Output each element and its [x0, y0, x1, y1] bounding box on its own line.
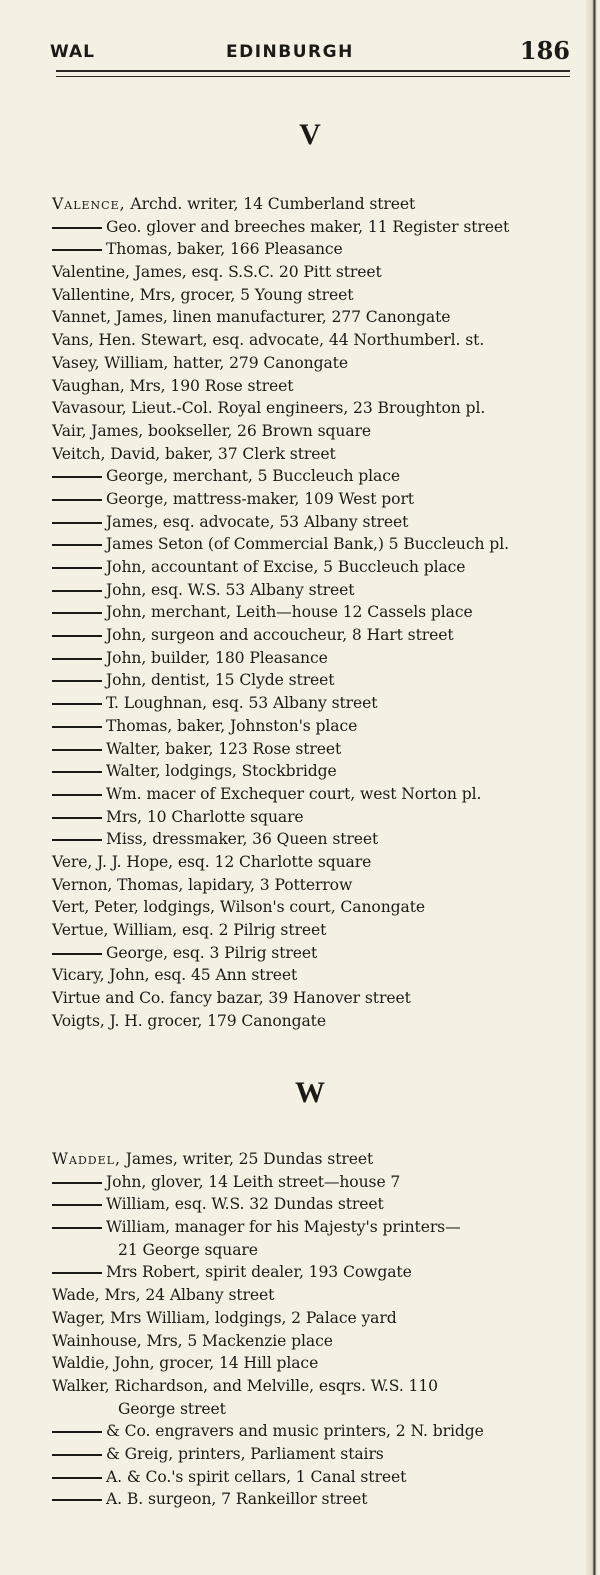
directory-entry [52, 216, 578, 239]
entry-text: William, esq. W.S. 32 Dundas street [106, 1195, 384, 1214]
ditto-dash [52, 1272, 102, 1274]
entry-text: Vasey, William, hatter, 279 Canongate [52, 353, 348, 372]
directory-entry [52, 919, 578, 942]
entry-text: John, esq. W.S. 53 Albany street [106, 580, 355, 599]
directory-entry [52, 1239, 578, 1262]
ditto-dash [52, 227, 102, 229]
entry-text: James, writer, 25 Dundas street [120, 1150, 374, 1168]
directory-entry [52, 987, 578, 1010]
ditto-dash [52, 726, 102, 728]
directory-entry [52, 1420, 578, 1443]
entry-text: Geo. glover and breeches maker, 11 Register street [106, 217, 510, 236]
directory-entry [52, 375, 578, 398]
directory-entry [52, 420, 578, 443]
directory-entry [52, 1488, 578, 1511]
entry-text: Thomas, baker, Johnston's place [106, 716, 358, 735]
entry-text: A. & Co.'s spirit cellars, 1 Canal street [106, 1467, 407, 1486]
directory-entry [52, 397, 578, 420]
directory-entry [52, 624, 578, 647]
entry-text: James Seton (of Commercial Bank,) 5 Buccleuch pl. [106, 535, 509, 554]
directory-entry [52, 647, 578, 670]
entry-text: Vaughan, Mrs, 190 Rose street [52, 376, 294, 395]
ditto-dash [52, 703, 102, 705]
entry-text: Vair, James, bookseller, 26 Brown square [52, 421, 371, 440]
directory-entry [52, 1010, 578, 1033]
header-rule [56, 70, 570, 77]
entry-text: Vert, Peter, lodgings, Wilson's court, Canongate [52, 898, 426, 917]
directory-entry [52, 692, 578, 715]
entry-text: Wade, Mrs, 24 Albany street [52, 1286, 275, 1305]
directory-entry [52, 1375, 578, 1398]
directory-entry [52, 1352, 578, 1375]
directory-entry [52, 488, 578, 511]
entry-text: John, surgeon and accoucheur, 8 Hart street [106, 626, 454, 645]
directory-entry [52, 1171, 578, 1194]
directory-entry [52, 465, 578, 488]
directory-entry [52, 942, 578, 965]
ditto-dash [52, 612, 102, 614]
entry-text: 21 George square [118, 1240, 258, 1259]
entry-text: John, glover, 14 Leith street—house 7 [106, 1172, 401, 1191]
entry-text: T. Loughnan, esq. 53 Albany street [106, 694, 378, 713]
directory-entry [52, 601, 578, 624]
header-running-head: WAL [50, 42, 95, 62]
entry-text: Walter, lodgings, Stockbridge [106, 762, 337, 781]
header-city-title: EDINBURGH [226, 42, 354, 62]
directory-entry [52, 352, 578, 375]
ditto-dash [52, 680, 102, 682]
directory-entry [52, 669, 578, 692]
ditto-dash [52, 749, 102, 751]
ditto-dash [52, 544, 102, 546]
ditto-dash [52, 567, 102, 569]
ditto-dash [52, 1227, 102, 1229]
entry-text: Miss, dressmaker, 36 Queen street [106, 830, 379, 849]
directory-entry [52, 1216, 578, 1239]
ditto-dash [52, 476, 102, 478]
ditto-dash [52, 953, 102, 955]
entry-text: John, builder, 180 Pleasance [106, 648, 328, 667]
ditto-dash [52, 590, 102, 592]
entry-text: Vere, J. J. Hope, esq. 12 Charlotte square [52, 852, 372, 871]
entry-text: John, accountant of Excise, 5 Buccleuch place [106, 558, 466, 576]
entry-text: Archd. writer, 14 Cumberland street [125, 195, 416, 213]
directory-entry [52, 261, 578, 284]
entry-text: Wager, Mrs William, lodgings, 2 Palace yard [52, 1308, 397, 1327]
page-binding-edge [586, 0, 600, 1575]
directory-entry [52, 783, 578, 806]
entry-text: Vernon, Thomas, lapidary, 3 Potterrow [52, 875, 353, 894]
directory-entry [52, 556, 578, 579]
directory-entry [52, 1261, 578, 1284]
entry-surname: Valence, [52, 195, 126, 213]
entry-text: Vans, Hen. Stewart, esq. advocate, 44 Northumberl. st. [52, 331, 485, 350]
directory-entry [52, 193, 578, 216]
entry-text: Wm. macer of Exchequer court, west Norton pl. [106, 784, 482, 803]
directory-entry [52, 533, 578, 556]
ditto-dash [52, 1431, 102, 1433]
ditto-dash [52, 1204, 102, 1206]
entry-text: Vicary, John, esq. 45 Ann street [52, 966, 298, 985]
page-header [50, 36, 572, 66]
directory-entry [52, 511, 578, 534]
section-letter-w: W [295, 1076, 325, 1109]
ditto-dash [52, 771, 102, 773]
directory-entry [52, 715, 578, 738]
directory-entry [52, 851, 578, 874]
ditto-dash [52, 817, 102, 819]
entry-text: & Co. engravers and music printers, 2 N. bridge [106, 1422, 484, 1441]
directory-entry [52, 329, 578, 352]
entry-text: Vallentine, Mrs, grocer, 5 Young street [52, 285, 354, 304]
directory-entry [52, 1398, 578, 1421]
ditto-dash [52, 1454, 102, 1456]
directory-entry [52, 1307, 578, 1330]
entry-text: Walker, Richardson, and Melville, esqrs. W.S. 110 [52, 1376, 438, 1395]
entry-text: A. B. surgeon, 7 Rankeillor street [106, 1490, 368, 1509]
entry-text: Waldie, John, grocer, 14 Hill place [52, 1354, 319, 1373]
entry-text: Mrs, 10 Charlotte square [106, 807, 304, 826]
entry-text: Walter, baker, 123 Rose street [106, 739, 342, 758]
ditto-dash [52, 1499, 102, 1501]
directory-entry [52, 806, 578, 829]
directory-entry [52, 1193, 578, 1216]
entry-text: John, merchant, Leith—house 12 Cassels place [106, 603, 473, 622]
entry-text: Vavasour, Lieut.-Col. Royal engineers, 23 Broughton pl. [52, 399, 486, 418]
entry-surname: Waddel, [52, 1150, 121, 1168]
directory-entry [52, 1148, 578, 1171]
entry-text: Thomas, baker, 166 Pleasance [106, 240, 343, 259]
entries-w [52, 1148, 578, 1511]
entry-text: Voigts, J. H. grocer, 179 Canongate [52, 1011, 326, 1030]
directory-entry [52, 1443, 578, 1466]
ditto-dash [52, 249, 102, 251]
directory-entry [52, 738, 578, 761]
entry-text: & Greig, printers, Parliament stairs [106, 1444, 384, 1463]
entry-text: John, dentist, 15 Clyde street [106, 671, 335, 690]
section-letter-v: V [299, 118, 321, 151]
entry-text: Wainhouse, Mrs, 5 Mackenzie place [52, 1331, 333, 1350]
directory-entry [52, 828, 578, 851]
entry-text: Veitch, David, baker, 37 Clerk street [52, 444, 336, 463]
directory-entry [52, 874, 578, 897]
ditto-dash [52, 1477, 102, 1479]
ditto-dash [52, 839, 102, 841]
entry-text: George, mattress-maker, 109 West port [106, 489, 414, 508]
directory-entry [52, 1330, 578, 1353]
directory-entry [52, 1284, 578, 1307]
directory-entry [52, 964, 578, 987]
directory-entry [52, 306, 578, 329]
directory-entry [52, 579, 578, 602]
directory-entry [52, 238, 578, 261]
ditto-dash [52, 1182, 102, 1184]
entry-text: Vertue, William, esq. 2 Pilrig street [52, 921, 327, 939]
entry-text: William, manager for his Majesty's printers— [106, 1218, 461, 1237]
directory-entry [52, 760, 578, 783]
page-number: 186 [519, 36, 570, 65]
directory-entry [52, 284, 578, 307]
entry-text: George, esq. 3 Pilrig street [106, 943, 318, 962]
entry-text: Mrs Robert, spirit dealer, 193 Cowgate [106, 1263, 412, 1282]
ditto-dash [52, 794, 102, 796]
entry-text: George street [118, 1399, 226, 1418]
directory-entry [52, 1466, 578, 1489]
directory-entry [52, 443, 578, 466]
entry-text: George, merchant, 5 Buccleuch place [106, 467, 400, 486]
entry-text: Valentine, James, esq. S.S.C. 20 Pitt street [52, 263, 382, 282]
directory-entry [52, 896, 578, 919]
entries-v [52, 193, 578, 1032]
entry-text: Virtue and Co. fancy bazar, 39 Hanover street [52, 989, 411, 1008]
entry-text: Vannet, James, linen manufacturer, 277 Canongate [52, 308, 451, 327]
ditto-dash [52, 522, 102, 524]
ditto-dash [52, 499, 102, 501]
ditto-dash [52, 658, 102, 660]
ditto-dash [52, 635, 102, 637]
entry-text: James, esq. advocate, 53 Albany street [106, 512, 409, 531]
